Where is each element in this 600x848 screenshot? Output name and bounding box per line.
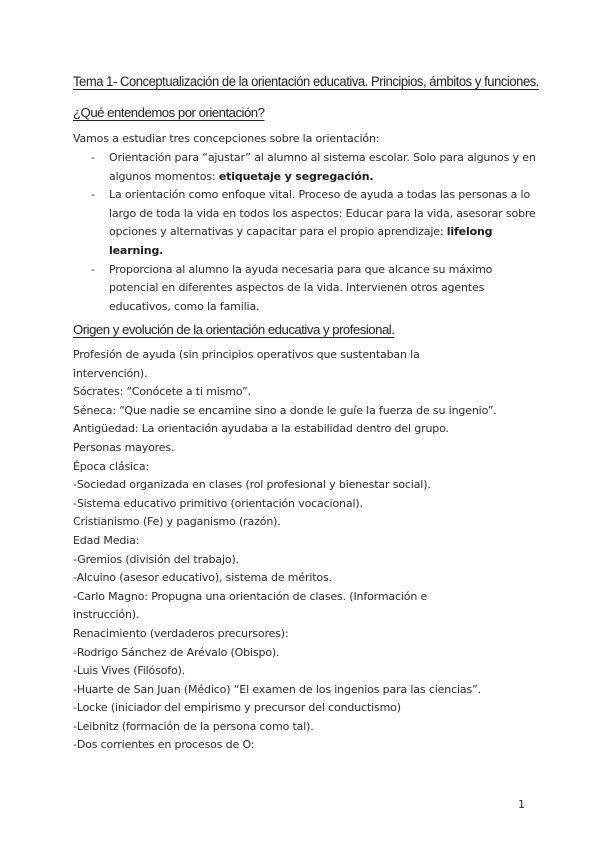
text-line: Renacimiento (verdaderos precursores): — [73, 626, 289, 640]
text-line: -Carlo Magno: Propugna una orientación de clases. (Información e — [73, 589, 428, 603]
text-line: Sócrates: “Conócete a ti mismo”. — [73, 385, 251, 399]
text-line: -Leibnitz (formación de la persona como tal). — [73, 719, 314, 733]
intro-paragraph: Vamos a estudiar tres concepciones sobre la orientación: — [73, 132, 380, 145]
list-item: - La orientación como enfoque vital. Proceso de ayuda a todas las personas a lo largo de toda la vida en todos los aspectos: Educar para la vida, asesorar sobre opciones y alternativas y capacitar para el propio aprendizaje: lifelong learning. — [91, 188, 536, 257]
text-line: Época clásica: — [73, 459, 149, 473]
text-line: -Rodrigo Sánchez de Arévalo (Obispo). — [73, 645, 280, 659]
text-line: Antigüedad: La orientación ayudaba a la estabilidad dentro del grupo. — [73, 422, 449, 436]
text-line: -Luis Vives (Filósofo). — [73, 664, 186, 678]
text-line: Edad Media: — [73, 533, 140, 547]
concepts-list — [73, 149, 543, 316]
text-line: -Locke (iniciador del empirismo y precursor del conductismo) — [73, 701, 401, 715]
text-line: -Alcuino (asesor educativo), sistema de méritos. — [73, 571, 332, 585]
text-line: Profesión de ayuda (sin principios operativos que sustentaban la — [73, 348, 420, 361]
page-number: 1 — [518, 798, 525, 811]
section-heading-orientacion: ¿Qué entendemos por orientación? — [73, 105, 265, 120]
text-line: -Huarte de San Juan (Médico) “El examen de los ingenios para las ciencias”. — [73, 682, 481, 696]
text-line: Cristianismo (Fe) y paganismo (razón). — [73, 515, 281, 529]
text-line: -Gremios (división del trabajo). — [73, 552, 239, 566]
history-lines — [73, 346, 543, 755]
text-line: intervención). — [73, 366, 148, 380]
text-line: Personas mayores. — [73, 440, 175, 454]
section-heading-origen: Origen y evolución de la orientación educativa y profesional. — [73, 322, 395, 337]
list-item: - Proporciona al alumno la ayuda necesaria para que alcance su máximo potencial en diferentes aspectos de la vida. Intervienen otros agentes educativos, como la familia. — [91, 262, 493, 313]
text-line: -Sistema educativo primitivo (orientación vocacional). — [73, 496, 363, 510]
list-item: - Orientación para “ajustar” al alumno al sistema escolar. Solo para algunos y en algunos momentos: etiquetaje y segregación. — [91, 151, 536, 183]
text-line: -Sociedad organizada en clases (rol profesional y bienestar social). — [73, 478, 431, 492]
text-line: -Dos corrientes en procesos de O: — [73, 738, 255, 752]
text-line: instrucción). — [73, 608, 140, 622]
text-line: Séneca: “Que nadie se encamine sino a donde le guíe la fuerza de su ingenio”. — [73, 403, 497, 417]
document-title: Tema 1- Conceptualización de la orientación educativa. Principios, ámbitos y funciones. — [73, 74, 539, 89]
